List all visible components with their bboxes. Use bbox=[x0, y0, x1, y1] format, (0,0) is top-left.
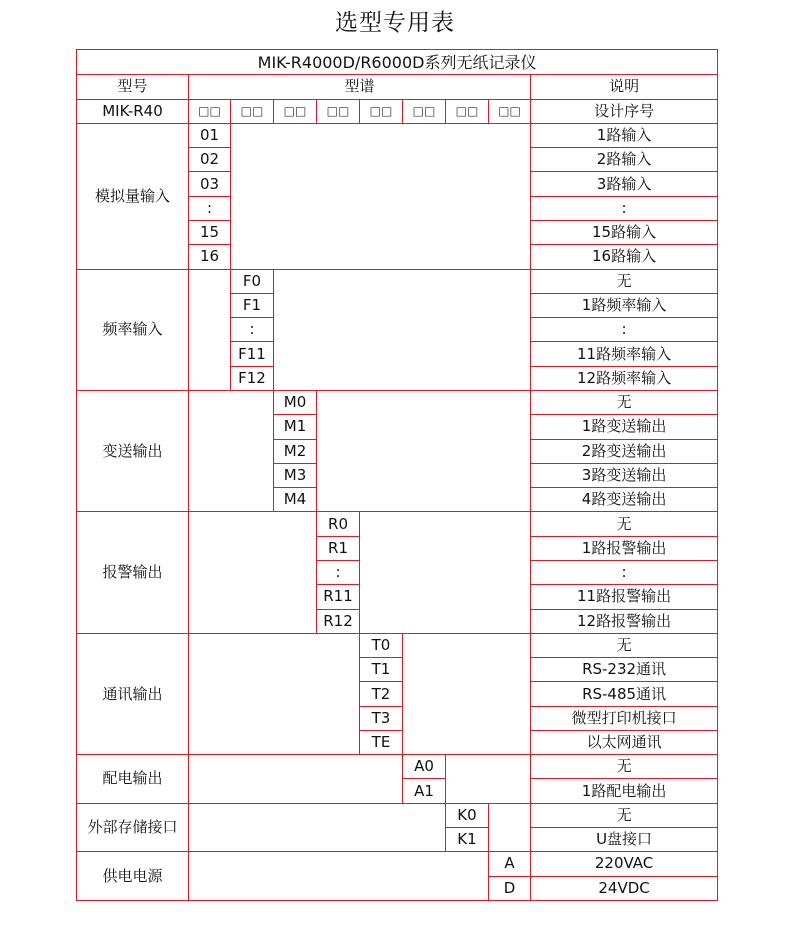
option-description: 12路频率输入 bbox=[531, 366, 718, 390]
option-description: 2路变送输出 bbox=[531, 439, 718, 463]
blank-area bbox=[189, 755, 403, 804]
blank-area bbox=[446, 755, 531, 804]
code-row-description: 设计序号 bbox=[531, 99, 718, 123]
page-title: 选型专用表 bbox=[335, 10, 455, 36]
code-slot: □□ bbox=[403, 99, 446, 123]
option-code: R1 bbox=[317, 536, 360, 560]
model-code: MIK-R40 bbox=[77, 99, 189, 123]
blank-area bbox=[231, 123, 531, 269]
option-code: D bbox=[489, 876, 531, 900]
option-code: : bbox=[189, 196, 231, 220]
header-model: 型号 bbox=[77, 75, 189, 99]
blank-area bbox=[274, 269, 531, 390]
option-description: 3路输入 bbox=[531, 172, 718, 196]
option-code: M3 bbox=[274, 463, 317, 487]
option-description: U盘接口 bbox=[531, 828, 718, 852]
option-code: TE bbox=[360, 730, 403, 754]
blank-area bbox=[189, 633, 360, 754]
option-description: 无 bbox=[531, 269, 718, 293]
option-description: 16路输入 bbox=[531, 245, 718, 269]
option-code: 16 bbox=[189, 245, 231, 269]
group-name: 配电输出 bbox=[77, 755, 189, 804]
option-code: 15 bbox=[189, 221, 231, 245]
option-code: K0 bbox=[446, 803, 489, 827]
group-name: 供电电源 bbox=[77, 852, 189, 901]
header-description: 说明 bbox=[531, 75, 718, 99]
group-name: 报警输出 bbox=[77, 512, 189, 633]
blank-area bbox=[189, 512, 317, 633]
option-description: 以太网通讯 bbox=[531, 730, 718, 754]
code-slot: □□ bbox=[317, 99, 360, 123]
blank-area bbox=[360, 512, 531, 633]
option-code: K1 bbox=[446, 828, 489, 852]
option-description: 4路变送输出 bbox=[531, 488, 718, 512]
option-description: 12路报警输出 bbox=[531, 609, 718, 633]
option-description: RS-232通讯 bbox=[531, 658, 718, 682]
option-code: 03 bbox=[189, 172, 231, 196]
option-code: T2 bbox=[360, 682, 403, 706]
option-description: 1路配电输出 bbox=[531, 779, 718, 803]
option-code: : bbox=[317, 560, 360, 584]
option-code: M2 bbox=[274, 439, 317, 463]
option-code: T0 bbox=[360, 633, 403, 657]
blank-area bbox=[317, 390, 531, 511]
option-description: : bbox=[531, 196, 718, 220]
group-name: 通讯输出 bbox=[77, 633, 189, 754]
option-description: : bbox=[531, 560, 718, 584]
code-slot: □□ bbox=[189, 99, 231, 123]
option-description: 24VDC bbox=[531, 876, 718, 900]
option-description: 1路输入 bbox=[531, 123, 718, 147]
option-code: M1 bbox=[274, 415, 317, 439]
option-description: 微型打印机接口 bbox=[531, 706, 718, 730]
group-name: 频率输入 bbox=[77, 269, 189, 390]
code-slot: □□ bbox=[360, 99, 403, 123]
option-description: 11路报警输出 bbox=[531, 585, 718, 609]
option-description: RS-485通讯 bbox=[531, 682, 718, 706]
option-code: F1 bbox=[231, 293, 274, 317]
option-code: F0 bbox=[231, 269, 274, 293]
option-description: 15路输入 bbox=[531, 221, 718, 245]
option-code: F12 bbox=[231, 366, 274, 390]
blank-area bbox=[189, 269, 231, 390]
option-code: A bbox=[489, 852, 531, 876]
header-spectrum: 型谱 bbox=[189, 75, 531, 99]
option-code: T1 bbox=[360, 658, 403, 682]
option-code: 02 bbox=[189, 148, 231, 172]
option-code: 01 bbox=[189, 123, 231, 147]
option-code: A1 bbox=[403, 779, 446, 803]
option-code: F11 bbox=[231, 342, 274, 366]
blank-area bbox=[189, 390, 274, 511]
option-code: M4 bbox=[274, 488, 317, 512]
option-description: 无 bbox=[531, 512, 718, 536]
option-code: R0 bbox=[317, 512, 360, 536]
option-code: R12 bbox=[317, 609, 360, 633]
option-description: 220VAC bbox=[531, 852, 718, 876]
option-code: T3 bbox=[360, 706, 403, 730]
group-name: 外部存储接口 bbox=[77, 803, 189, 852]
blank-area bbox=[189, 852, 489, 901]
option-description: 无 bbox=[531, 633, 718, 657]
table-banner: MIK-R4000D/R6000D系列无纸记录仪 bbox=[77, 50, 718, 75]
option-code: : bbox=[231, 318, 274, 342]
option-code: A0 bbox=[403, 755, 446, 779]
code-slot: □□ bbox=[231, 99, 274, 123]
option-description: 1路频率输入 bbox=[531, 293, 718, 317]
option-description: 无 bbox=[531, 390, 718, 414]
option-description: 无 bbox=[531, 755, 718, 779]
group-name: 模拟量输入 bbox=[77, 123, 189, 269]
blank-area bbox=[403, 633, 531, 754]
option-description: 2路输入 bbox=[531, 148, 718, 172]
option-code: M0 bbox=[274, 390, 317, 414]
selection-table bbox=[76, 49, 718, 901]
code-slot: □□ bbox=[274, 99, 317, 123]
option-description: 3路变送输出 bbox=[531, 463, 718, 487]
option-description: 无 bbox=[531, 803, 718, 827]
code-slot: □□ bbox=[489, 99, 531, 123]
option-description: : bbox=[531, 318, 718, 342]
blank-area bbox=[489, 803, 531, 852]
group-name: 变送输出 bbox=[77, 390, 189, 511]
option-description: 1路报警输出 bbox=[531, 536, 718, 560]
option-code: R11 bbox=[317, 585, 360, 609]
option-description: 11路频率输入 bbox=[531, 342, 718, 366]
option-description: 1路变送输出 bbox=[531, 415, 718, 439]
blank-area bbox=[189, 803, 446, 852]
code-slot: □□ bbox=[446, 99, 489, 123]
